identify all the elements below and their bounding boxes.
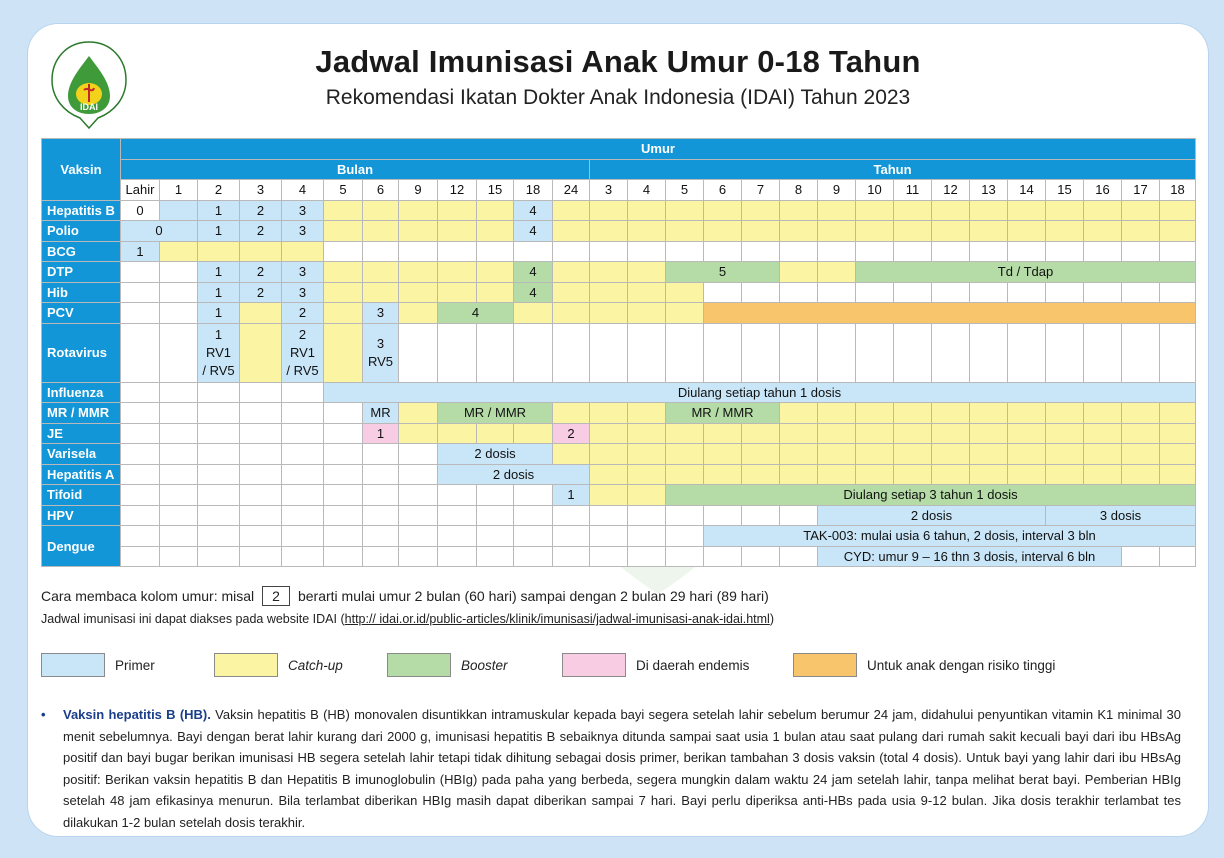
legend-swatch bbox=[387, 653, 451, 677]
row-bcg bbox=[42, 241, 1196, 262]
dose-cell: 3 RV5 bbox=[363, 323, 399, 382]
vaccine-name: Hepatitis B bbox=[42, 200, 121, 221]
row-dengue-2 bbox=[42, 546, 1196, 567]
vaccine-name: PCV bbox=[42, 303, 121, 324]
age-cell: 6 bbox=[363, 180, 399, 201]
age-cell: 12 bbox=[438, 180, 477, 201]
age-cell: 4 bbox=[628, 180, 666, 201]
dose-cell: 1 bbox=[363, 423, 399, 444]
page-title: Jadwal Imunisasi Anak Umur 0-18 Tahun bbox=[315, 44, 921, 79]
umur-header: Umur bbox=[121, 139, 1196, 160]
legend-swatch bbox=[562, 653, 626, 677]
row-dengue bbox=[42, 526, 1196, 547]
vaccine-name: DTP bbox=[42, 262, 121, 283]
dose-cell: 3 bbox=[282, 282, 324, 303]
hepatitis-b-footnote bbox=[41, 704, 1181, 833]
legend-swatch bbox=[793, 653, 857, 677]
schedule-card bbox=[28, 24, 1208, 836]
legend-swatch bbox=[214, 653, 278, 677]
row-je bbox=[42, 423, 1196, 444]
vaccine-name: Tifoid bbox=[42, 485, 121, 506]
title-block bbox=[28, 44, 1208, 110]
reading-note: Cara membaca kolom umur: misal 2 berarti mulai umur 2 bulan (60 hari) sampai dengan 2 bulan 29 hari (89 hari) bbox=[41, 588, 769, 604]
dose-cell: 2 dosis bbox=[438, 464, 590, 485]
vaccine-name: Influenza bbox=[42, 382, 121, 403]
vaccine-name: Dengue bbox=[42, 526, 121, 567]
dose-cell: 1 bbox=[198, 262, 240, 283]
immunization-schedule-table bbox=[41, 138, 1196, 567]
dose-cell: 2 bbox=[240, 221, 282, 242]
vaccine-name: JE bbox=[42, 423, 121, 444]
age-cell: 3 bbox=[240, 180, 282, 201]
legend-item-endemis: Di daerah endemis bbox=[562, 652, 749, 678]
row-varisela bbox=[42, 444, 1196, 465]
age-cell: 10 bbox=[856, 180, 894, 201]
dose-cell: 2 dosis bbox=[818, 505, 1046, 526]
idai-link[interactable]: http:// idai.or.id/public-articles/klinik/imunisasi/jadwal-imunisasi-anak-idai.html bbox=[344, 612, 770, 626]
dose-cell: 2 bbox=[240, 282, 282, 303]
dose-cell: TAK-003: mulai usia 6 tahun, 2 dosis, interval 3 bln bbox=[704, 526, 1196, 547]
dose-cell: 1 bbox=[121, 241, 160, 262]
page-subtitle: Rekomendasi Ikatan Dokter Anak Indonesia (IDAI) Tahun 2023 bbox=[325, 86, 911, 109]
dose-cell: 3 bbox=[282, 262, 324, 283]
vaccine-name: BCG bbox=[42, 241, 121, 262]
vaccine-name: MR / MMR bbox=[42, 403, 121, 424]
row-hpv bbox=[42, 505, 1196, 526]
legend bbox=[41, 652, 1191, 678]
age-cell: 1 bbox=[160, 180, 198, 201]
dose-cell: 3 bbox=[282, 221, 324, 242]
legend-swatch bbox=[41, 653, 105, 677]
age-cell: 8 bbox=[780, 180, 818, 201]
dose-cell: 3 bbox=[282, 200, 324, 221]
age-cell: 9 bbox=[818, 180, 856, 201]
legend-item-catch-up: Catch-up bbox=[214, 652, 343, 678]
row-hepatitis-b bbox=[42, 200, 1196, 221]
dose-cell: 3 bbox=[363, 303, 399, 324]
dose-cell: 1 bbox=[198, 200, 240, 221]
age-cell: 17 bbox=[1122, 180, 1160, 201]
vaccine-name: Rotavirus bbox=[42, 323, 121, 382]
age-cell: 5 bbox=[666, 180, 704, 201]
row-polio bbox=[42, 221, 1196, 242]
row-pcv bbox=[42, 303, 1196, 324]
bulan-header: Bulan bbox=[121, 159, 590, 180]
row-rotavirus bbox=[42, 323, 1196, 382]
dose-cell: 0 bbox=[121, 221, 198, 242]
vaccine-name: Hib bbox=[42, 282, 121, 303]
legend-item-risiko-tinggi: Untuk anak dengan risiko tinggi bbox=[793, 652, 1055, 678]
dose-cell: 2 bbox=[282, 303, 324, 324]
footnote-text: Vaksin hepatitis B (HB) monovalen disuntikkan intramuskular kepada bayi segera setelah lahir sebelum berumur 24 jam, didahului penyuntikan vitamin K1 minimal 30 menit sebelumnya. Bayi dengan berat lahir kurang dari 2000 g, imunisasi hepatitis B sebaiknya ditunda sampai saat usia 1 bulan atau saat pulang dari rumah sakit kecuali bayi dari ibu HBsAg positif dan bayi bugar berikan imunisasi HB segera setelah lahir tetapi tidak dihitung sebagai dosis primer, berikan tambahan 3 dosis vaksin (total 4 dosis). Untuk bayi yang lahir dari ibu HBsAg positif: Berikan vaksin hepatitis B dan Hepatitis B imunoglobulin (HBIg) pada paha yang berbeda, segera mungkin dalam waktu 24 jam setelah lahir, tanpa melihat berat bayi. Pemberian HBIg setelah 48 jam efikasinya menurun. Bila terlambat diberikan HBIg masih dapat diberikan sampai 7 hari. Bayi perlu diperiksa anti-HBs pada usia 9-12 bulan. Jika dosis terakhir terlambat tes dilakukan 1-2 bulan setelah dosis terakhir. bbox=[63, 707, 1181, 830]
age-cell: 9 bbox=[399, 180, 438, 201]
dose-cell: 4 bbox=[514, 221, 553, 242]
dose-cell: 4 bbox=[514, 282, 553, 303]
dose-cell: 2 bbox=[553, 423, 590, 444]
vaccine-name: Polio bbox=[42, 221, 121, 242]
footnote-heading: Vaksin hepatitis B (HB). bbox=[63, 707, 211, 722]
dose-cell: CYD: umur 9 – 16 thn 3 dosis, interval 6 bln bbox=[818, 546, 1122, 567]
vaccine-name: Hepatitis A bbox=[42, 464, 121, 485]
bullet: • bbox=[41, 707, 46, 722]
dose-cell: 1 bbox=[198, 303, 240, 324]
dose-cell: MR bbox=[363, 403, 399, 424]
row-hepatitis-a bbox=[42, 464, 1196, 485]
dose-cell: 1 bbox=[198, 221, 240, 242]
dose-cell: MR / MMR bbox=[438, 403, 553, 424]
age-cell: 12 bbox=[932, 180, 970, 201]
row-tifoid bbox=[42, 485, 1196, 506]
legend-item-primer: Primer bbox=[41, 652, 155, 678]
access-note: Jadwal imunisasi ini dapat diakses pada website IDAI (http:// idai.or.id/public-articles/klinik/imunisasi/jadwal-imunisasi-anak-idai.html) bbox=[41, 612, 774, 626]
dose-cell: 1 RV1 / RV5 bbox=[198, 323, 240, 382]
age-cell: 15 bbox=[1046, 180, 1084, 201]
legend-item-booster: Booster bbox=[387, 652, 508, 678]
dose-cell: 1 bbox=[553, 485, 590, 506]
dose-cell: 3 dosis bbox=[1046, 505, 1196, 526]
age-cell: 3 bbox=[590, 180, 628, 201]
dose-cell: 4 bbox=[514, 262, 553, 283]
dose-cell: 2 bbox=[240, 262, 282, 283]
dose-cell: 1 bbox=[198, 282, 240, 303]
dose-cell: MR / MMR bbox=[666, 403, 780, 424]
dose-cell: 0 bbox=[121, 200, 160, 221]
age-row bbox=[42, 180, 1196, 201]
vaksin-header: Vaksin bbox=[42, 139, 121, 201]
age-cell: 5 bbox=[324, 180, 363, 201]
row-mr-mmr bbox=[42, 403, 1196, 424]
dose-cell: Td / Tdap bbox=[856, 262, 1196, 283]
row-influenza bbox=[42, 382, 1196, 403]
svg-text:IDAI: IDAI bbox=[80, 102, 98, 112]
row-dtp bbox=[42, 262, 1196, 283]
dose-cell: 4 bbox=[514, 200, 553, 221]
row-hib bbox=[42, 282, 1196, 303]
age-cell: 15 bbox=[477, 180, 514, 201]
age-cell: 24 bbox=[553, 180, 590, 201]
age-cell: 7 bbox=[742, 180, 780, 201]
example-box: 2 bbox=[262, 586, 290, 606]
dose-cell: 4 bbox=[438, 303, 514, 324]
age-cell: 2 bbox=[198, 180, 240, 201]
vaccine-name: Varisela bbox=[42, 444, 121, 465]
age-cell: 13 bbox=[970, 180, 1008, 201]
age-cell: 14 bbox=[1008, 180, 1046, 201]
dose-cell: 5 bbox=[666, 262, 780, 283]
dose-cell: 2 bbox=[240, 200, 282, 221]
age-cell: 18 bbox=[514, 180, 553, 201]
age-cell: 18 bbox=[1160, 180, 1196, 201]
age-cell: 11 bbox=[894, 180, 932, 201]
age-cell: 16 bbox=[1084, 180, 1122, 201]
age-cell: 4 bbox=[282, 180, 324, 201]
tahun-header: Tahun bbox=[590, 159, 1196, 180]
dose-cell: 2 RV1 / RV5 bbox=[282, 323, 324, 382]
dose-cell: Diulang setiap 3 tahun 1 dosis bbox=[666, 485, 1196, 506]
age-cell: Lahir bbox=[121, 180, 160, 201]
vaccine-name: HPV bbox=[42, 505, 121, 526]
age-cell: 6 bbox=[704, 180, 742, 201]
dose-cell: 2 dosis bbox=[438, 444, 553, 465]
dose-cell: Diulang setiap tahun 1 dosis bbox=[324, 382, 1196, 403]
